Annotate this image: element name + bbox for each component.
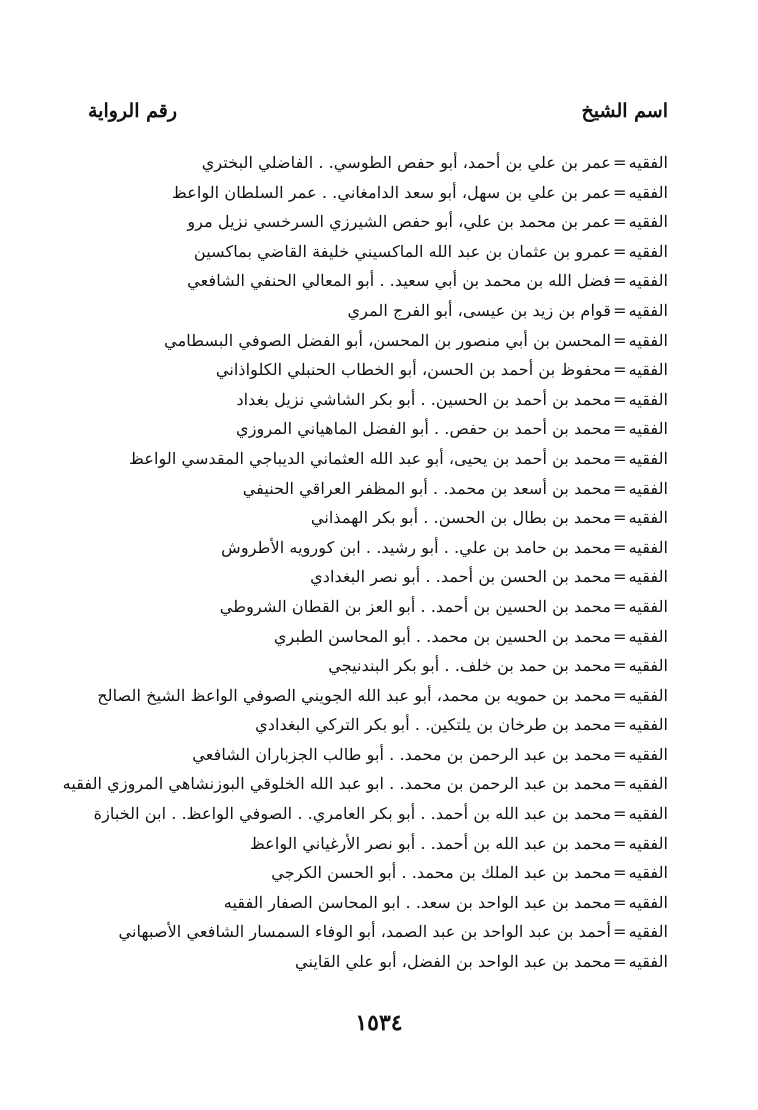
entry-separator: = (613, 744, 627, 764)
entry-separator: = (613, 537, 627, 557)
entry-separator: = (613, 863, 627, 883)
list-item (68, 503, 668, 533)
entry-separator: = (613, 271, 627, 291)
entry-category: الفقيه (628, 330, 668, 350)
list-item (68, 681, 668, 711)
entry-name: محمد بن الحسين بن محمد. . أبو المحاسن الطبري (273, 626, 612, 646)
entry-name: محمد بن الحسين بن أحمد. . أبو العز بن القطان الشروطي (219, 596, 612, 616)
entry-category: الفقيه (628, 389, 668, 409)
entry-separator: = (613, 922, 627, 942)
list-item (68, 622, 668, 652)
list-item (68, 474, 668, 504)
entry-category: الفقيه (628, 744, 668, 764)
entry-name: محمد بن طرخان بن يلتكين. . أبو بكر التركي البغدادي (255, 715, 612, 735)
entry-separator: = (613, 774, 627, 794)
entry-name: محمد بن عبد الرحمن بن محمد. . أبو طالب الجزباران الشافعي (192, 744, 612, 764)
page-number: ١٥٣٤ (355, 1010, 403, 1036)
entry-name: محمد بن حمد بن خلف. . أبو بكر البندنيجي (328, 656, 612, 676)
entry-name: فضل الله بن محمد بن أبي سعيد. . أبو المعالي الحنفي الشافعي (187, 271, 612, 291)
entry-category: الفقيه (628, 241, 668, 261)
entry-name: محمد بن أحمد بن يحيى، أبو عبد الله العثماني الديباجي المقدسي الواعظ (129, 448, 612, 468)
entry-category: الفقيه (628, 715, 668, 735)
entry-name: محمد بن حامد بن علي. . أبو رشيد. . ابن كورويه الأطروش (221, 537, 612, 557)
list-item (68, 444, 668, 474)
entry-separator: = (613, 715, 627, 735)
list-item (68, 562, 668, 592)
entry-separator: = (613, 892, 627, 912)
entry-separator: = (613, 596, 627, 616)
entry-name: محمد بن الحسن بن أحمد. . أبو نصر البغدادي (310, 567, 612, 587)
entry-category: الفقيه (628, 448, 668, 468)
narration-number-heading: رقم الرواية (88, 100, 177, 122)
entry-category: الفقيه (628, 360, 668, 380)
entry-name: محمد بن أسعد بن محمد. . أبو المظفر العراقي الحنيفي (242, 478, 612, 498)
list-item (62, 769, 668, 799)
entry-separator: = (613, 330, 627, 350)
entry-separator: = (613, 626, 627, 646)
list-item (68, 207, 668, 237)
entry-category: الفقيه (628, 656, 668, 676)
entry-separator: = (613, 478, 627, 498)
entry-category: الفقيه (628, 922, 668, 942)
entry-separator: = (613, 448, 627, 468)
entry-name: عمر بن محمد بن علي، أبو حفص الشيرزي السرخسي نزيل مرو (187, 212, 612, 232)
entry-name: محمد بن حمويه بن محمد، أبو عبد الله الجويني الصوفي الواعظ الشيخ الصالح (97, 685, 612, 705)
entry-name: عمرو بن عثمان بن عبد الله الماكسيني خليفة القاضي بماكسين (193, 241, 612, 261)
list-item (68, 296, 668, 326)
entry-name: عمر بن علي بن سهل، أبو سعد الدامغاني. . عمر السلطان الواعظ (171, 182, 612, 202)
entry-separator: = (613, 656, 627, 676)
entry-category: الفقيه (628, 212, 668, 232)
entry-separator: = (613, 952, 627, 972)
list-item (68, 385, 668, 415)
entry-name: محمد بن عبد الواحد بن سعد. . ابو المحاسن الصفار الفقيه (223, 892, 612, 912)
entries-list (62, 148, 668, 977)
entry-name: محفوظ بن أحمد بن الحسن، أبو الخطاب الحنبلي الكلواذاني (215, 360, 612, 380)
column-header (88, 100, 668, 134)
entry-category: الفقيه (628, 596, 668, 616)
entry-name: محمد بن بطال بن الحسن. . أبو بكر الهمذاني (310, 508, 612, 528)
list-item (68, 829, 668, 859)
list-item (68, 326, 668, 356)
entry-category: الفقيه (628, 626, 668, 646)
list-item (68, 799, 668, 829)
entry-category: الفقيه (628, 952, 668, 972)
list-item (68, 355, 668, 385)
list-item (68, 858, 668, 888)
entry-separator: = (613, 567, 627, 587)
entry-category: الفقيه (628, 863, 668, 883)
entry-category: الفقيه (628, 804, 668, 824)
entry-category: الفقيه (628, 153, 668, 172)
entry-separator: = (613, 508, 627, 528)
entry-name: المحسن بن أبي منصور بن المحسن، أبو الفضل الصوفي البسطامي (164, 330, 612, 350)
entry-category: الفقيه (628, 419, 668, 439)
entry-name: قوام بن زيد بن عيسى، أبو الفرج المري (347, 300, 612, 320)
entry-category: الفقيه (628, 271, 668, 291)
entry-category: الفقيه (628, 685, 668, 705)
entry-separator: = (613, 833, 627, 853)
entry-separator: = (613, 419, 627, 439)
list-item (68, 651, 668, 681)
list-item (68, 148, 668, 178)
entry-category: الفقيه (628, 478, 668, 498)
list-item (68, 917, 668, 947)
list-item (68, 266, 668, 296)
entry-category: الفقيه (628, 892, 668, 912)
entry-separator: = (613, 804, 627, 824)
list-item (68, 533, 668, 563)
entry-category: الفقيه (628, 508, 668, 528)
list-item (68, 888, 668, 918)
list-item (68, 947, 668, 977)
entry-separator: = (613, 685, 627, 705)
list-item (68, 237, 668, 267)
entry-category: الفقيه (628, 567, 668, 587)
entry-name: عمر بن علي بن أحمد، أبو حفص الطوسي. . الفاضلي البختري (201, 153, 612, 172)
entry-separator: = (613, 241, 627, 261)
entry-category: الفقيه (628, 774, 668, 794)
entry-name: محمد بن أحمد بن حفص. . أبو الفضل الماهياني المروزي (236, 419, 612, 439)
entry-separator: = (613, 153, 627, 172)
entry-category: الفقيه (628, 833, 668, 853)
list-item (68, 592, 668, 622)
entry-name: أحمد بن عبد الواحد بن عبد الصمد، أبو الوفاء السمسار الشافعي الأصبهاني (118, 922, 612, 942)
entry-name: محمد بن عبد الملك بن محمد. . أبو الحسن الكرجي (271, 863, 612, 883)
entry-separator: = (613, 360, 627, 380)
list-item (68, 710, 668, 740)
entry-separator: = (613, 212, 627, 232)
entry-name: محمد بن عبد الواحد بن الفضل، أبو علي القايني (294, 952, 612, 972)
entry-category: الفقيه (628, 300, 668, 320)
entry-separator: = (613, 389, 627, 409)
entry-name: محمد بن عبد الله بن أحمد. . أبو بكر العامري. . الصوفي الواعظ. . ابن الخبازة (93, 804, 612, 824)
entry-separator: = (613, 300, 627, 320)
sheikh-name-heading: اسم الشيخ (581, 100, 668, 122)
entry-separator: = (613, 182, 627, 202)
list-item (68, 178, 668, 208)
entry-name: محمد بن عبد الرحمن بن محمد. . ابو عبد الله الخلوقي البوزنشاهي المروزي الفقيه (62, 774, 612, 794)
list-item (68, 740, 668, 770)
entry-name: محمد بن عبد الله بن أحمد. . أبو نصر الأرغياني الواعظ (249, 833, 612, 853)
list-item (68, 414, 668, 444)
entry-category: الفقيه (628, 182, 668, 202)
entry-name: محمد بن أحمد بن الحسين. . أبو بكر الشاشي نزيل بغداد (236, 389, 612, 409)
entry-category: الفقيه (628, 537, 668, 557)
